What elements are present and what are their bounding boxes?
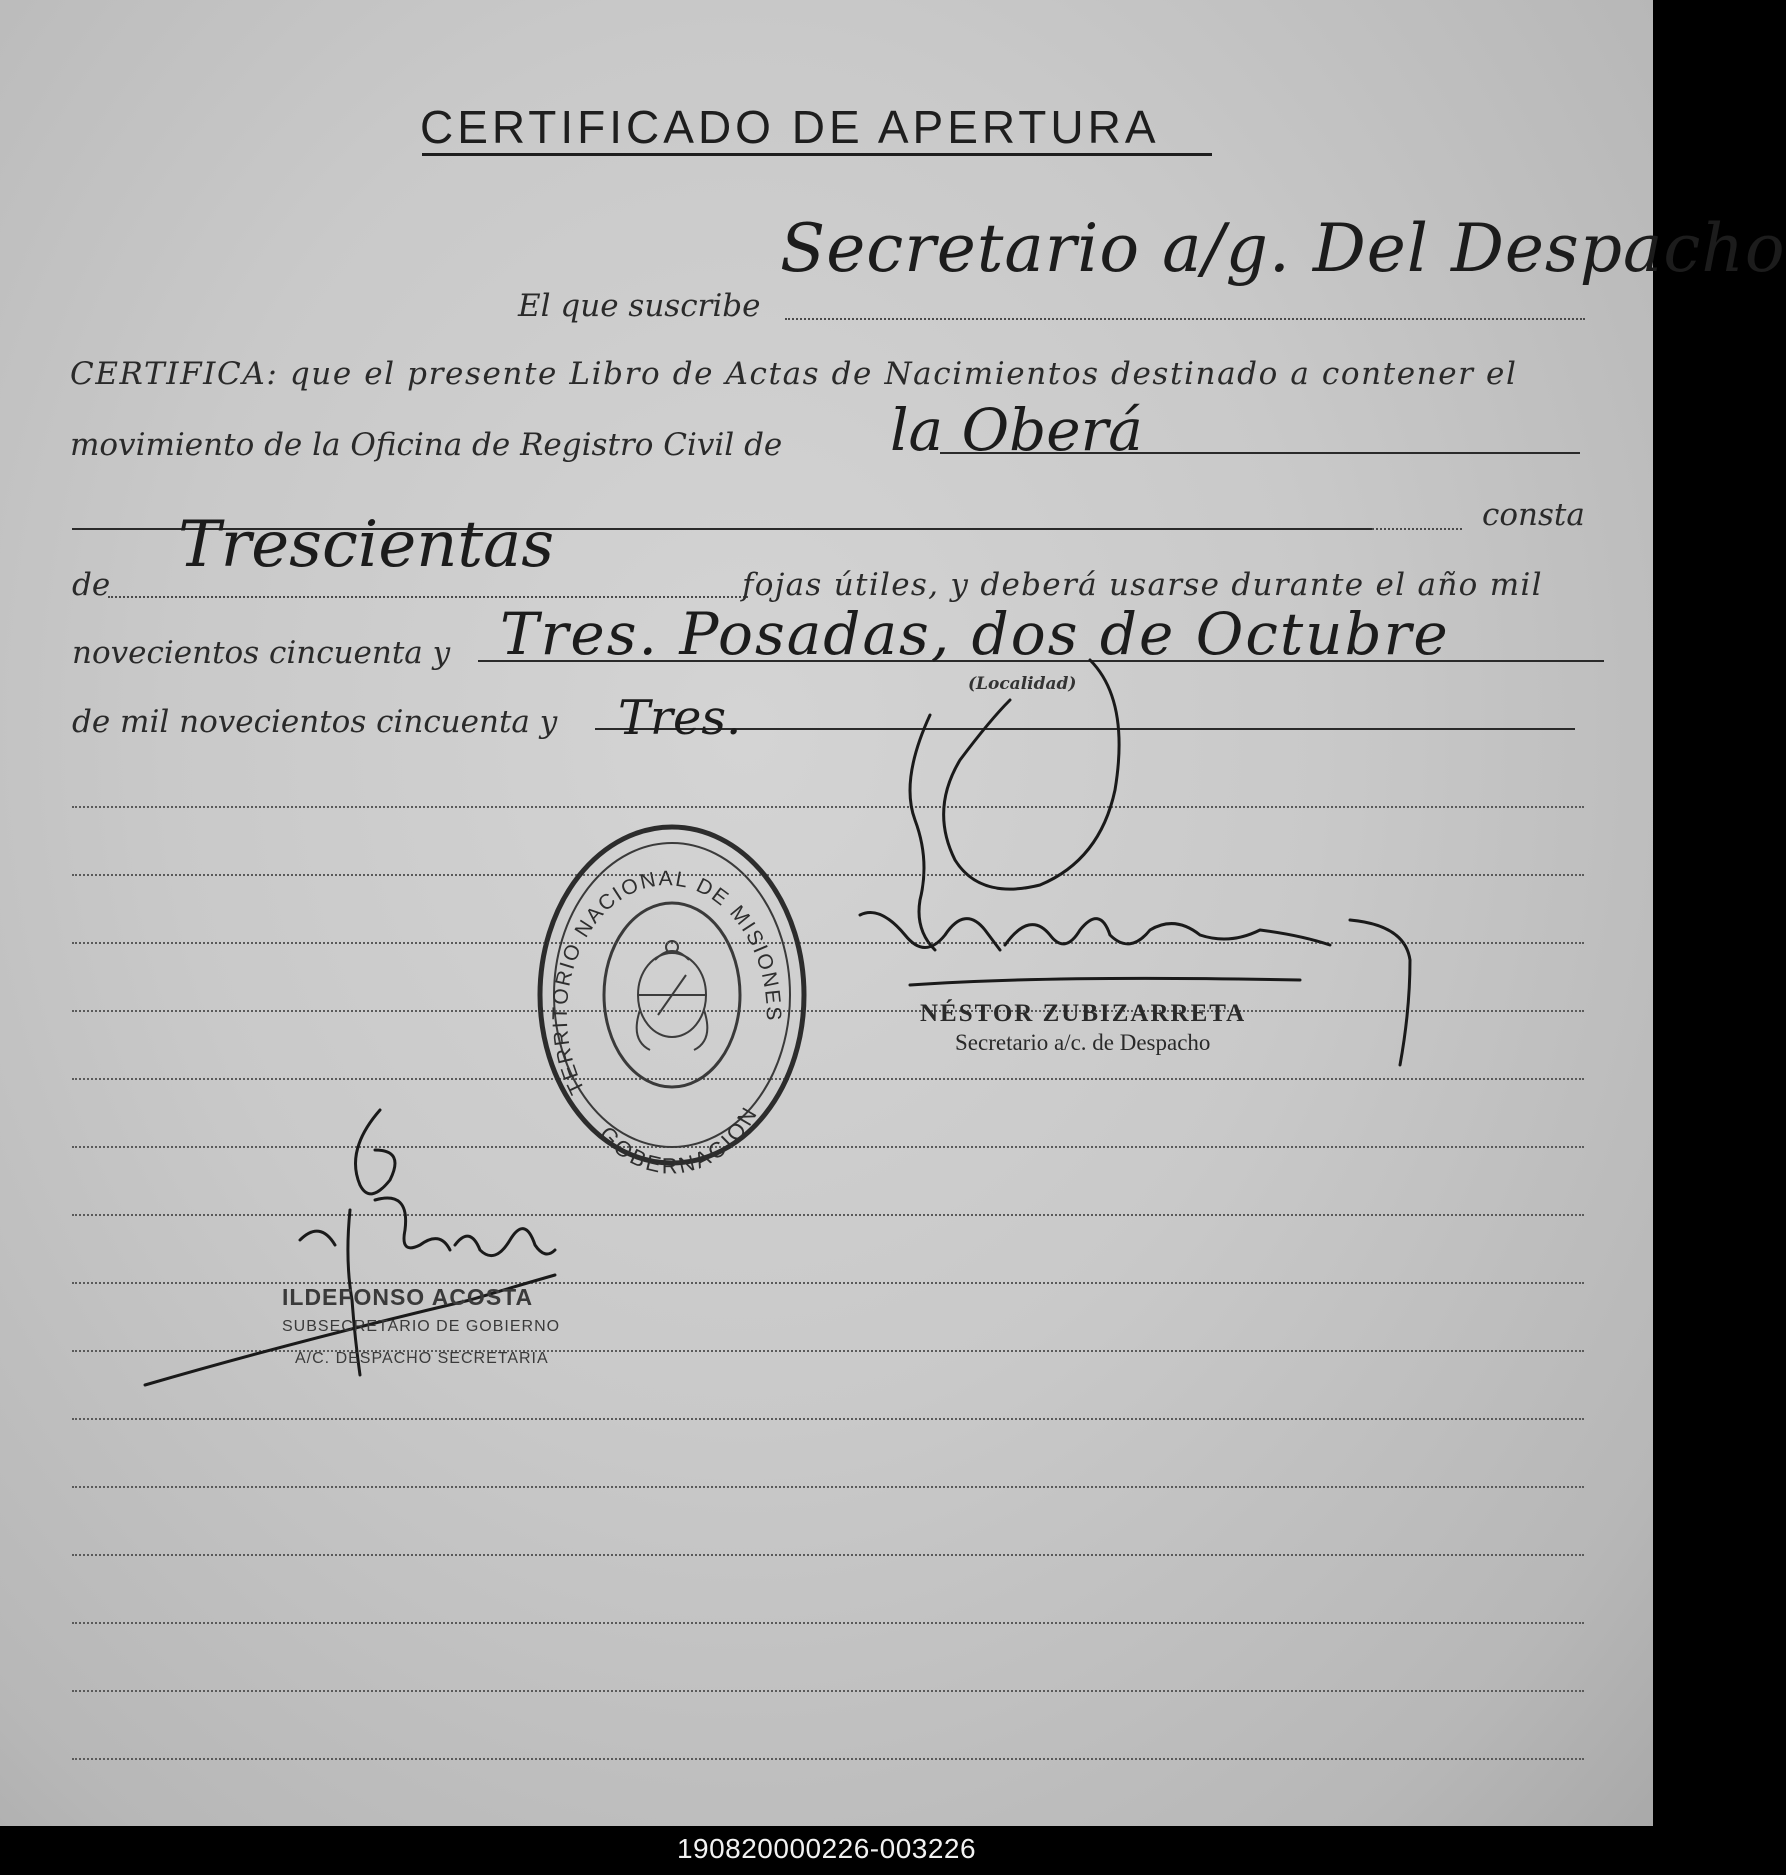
line1-handwritten: Secretario a/g. Del Despacho xyxy=(780,210,1786,287)
line6-handwritten: Tres. Posadas, dos de Octubre xyxy=(500,600,1450,668)
line5-prefix: de xyxy=(72,567,111,603)
left-stamp-name: ILDEFONSO ACOSTA xyxy=(282,1284,534,1310)
national-coat-of-arms-icon xyxy=(637,941,708,1050)
line3-handwritten: la Oberá xyxy=(890,396,1143,464)
footer-id: 190820000226-003226 xyxy=(676,1833,977,1864)
left-stamp-line2: A/C. DESPACHO SECRETARIA xyxy=(295,1350,549,1367)
right-printed-role: Secretario a/c. de Despacho xyxy=(955,1030,1211,1055)
seal-outer-text: TERRITORIO NACIONAL DE MISIONES xyxy=(548,867,785,1098)
locality-caption: (Localidad) xyxy=(968,674,1077,694)
seal-bottom-text: GOBERNACION xyxy=(594,1100,764,1179)
line7-prefix: de mil novecientos cincuenta y xyxy=(72,704,558,740)
left-signature-handwritten xyxy=(345,1200,557,1256)
svg-text:GOBERNACION xyxy=(595,1101,763,1178)
line5-handwritten: Trescientas xyxy=(178,508,555,582)
left-stamp-line1: SUBSECRETARIO DE GOBIERNO xyxy=(282,1318,561,1335)
line5-suffix: fojas útiles, y deberá usarse durante el año mil xyxy=(742,567,1543,603)
right-signature-handwritten xyxy=(1010,872,1307,918)
line4-suffix: consta xyxy=(1482,497,1585,533)
line2-text: CERTIFICA: que el presente Libro de Actas de Nacimientos destinado a contener el xyxy=(70,356,1518,392)
document-title: CERTIFICADO DE APERTURA xyxy=(420,101,1160,153)
official-seal xyxy=(540,827,804,1178)
line3-prefix: movimiento de la Oficina de Registro Civil de xyxy=(70,427,783,463)
line7-handwritten: Tres. xyxy=(618,690,742,746)
line1-prefix: El que suscribe xyxy=(518,288,761,324)
line6-prefix: novecientos cincuenta y xyxy=(72,635,451,671)
right-printed-name: NÉSTOR ZUBIZARRETA xyxy=(920,1000,1247,1027)
